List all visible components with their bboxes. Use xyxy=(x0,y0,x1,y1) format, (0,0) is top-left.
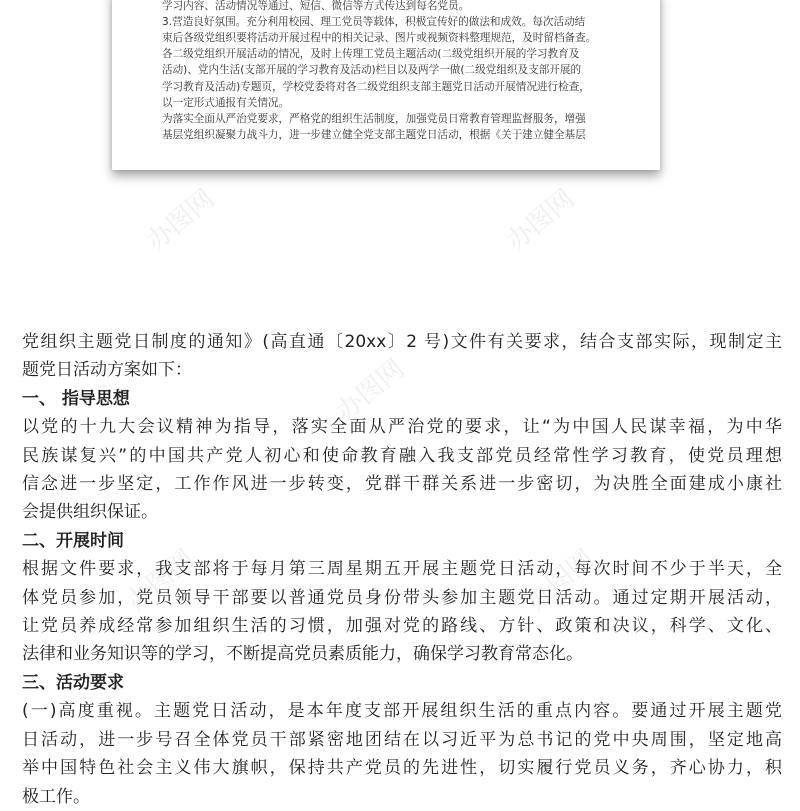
body-line: 极工作。 xyxy=(22,786,90,807)
preview-line: 活动)、党内生活(支部开展的学习教育及活动)栏目以及两学一做(二级党组织及支部开展的 xyxy=(162,64,582,77)
body-line: 根据文件要求，我支部将于每月第三周星期五开展主题党日活动，每次时间不少于半天，全 xyxy=(22,559,782,580)
preview-line: 束后各级党组织要将活动开展过程中的相关记录、图片或视频资料整理规范，及时留档备查。 xyxy=(162,32,597,45)
preview-card-text xyxy=(162,0,632,143)
body-line: 以党的十九大会议精神为指导，落实全面从严治党的要求，让“为中国人民谋幸福，为中华 xyxy=(22,417,782,438)
preview-line: 为落实全面从严治党要求，严格党的组织生活制度，加强党员日常教育管理监督服务，增强 xyxy=(162,112,586,125)
preview-line: 以一定形式通报有关情况。 xyxy=(162,96,290,109)
watermark: 办图网 xyxy=(521,543,601,617)
section-heading: 三、活动要求 xyxy=(22,672,124,693)
body-line: 让党员养成经常参加组织生活的习惯，加强对党的路线、方针、政策和决议，科学、文化、 xyxy=(22,616,782,637)
document-body xyxy=(22,328,782,811)
watermark: 办图网 xyxy=(121,543,201,617)
body-line: 党组织主题党日制度的通知》(高直通〔20xx〕2 号)文件有关要求，结合支部实际，现制定主 xyxy=(22,332,782,352)
watermark: 办图网 xyxy=(331,353,411,427)
body-line: 会提供组织保证。 xyxy=(22,502,158,523)
body-line: (一)高度重视。主题党日活动，是本年度支部开展组织生活的重点内容。要通过开展主题党 xyxy=(22,701,782,722)
body-line: 举中国特色社会主义伟大旗帜，保持共产党员的先进性，切实履行党员义务，齐心协力，积 xyxy=(22,758,782,779)
body-line: 信念进一步坚定，工作作风进一步转变，党群干群关系进一步密切，为决胜全面建成小康社 xyxy=(22,474,782,495)
body-line: 日活动，进一步号召全体党员干部紧密地团结在以习近平为总书记的党中央周围，坚定地高 xyxy=(22,729,782,750)
preview-line: 各二级党组织开展活动的情况，及时上传理工党员主题活动(二级党组织开展的学习教育及 xyxy=(162,48,580,61)
preview-line: 基层党组织凝聚力战斗力，进一步建立健全党支部主题党日活动，根据《关于建立健全基层 xyxy=(162,128,586,141)
document-preview-card xyxy=(112,0,660,170)
preview-line: 3.营造良好氛围。充分利用校园、理工党员等载体，积极宣传好的做法和成效。每次活动结 xyxy=(162,16,586,29)
preview-area xyxy=(0,0,800,300)
section-heading: 一、 指导思想 xyxy=(22,388,130,409)
body-line: 法律和业务知识等的学习，不断提高党员素质能力，确保学习教育常态化。 xyxy=(22,644,583,665)
body-line: 体党员参加，党员领导干部要以普通党员身份带头参加主题党日活动。通过定期开展活动， xyxy=(22,587,782,608)
section-heading: 二、开展时间 xyxy=(22,530,124,551)
body-line: 题党日活动方案如下： xyxy=(22,360,192,381)
preview-line: 学习内容、活动情况等通过、短信、微信等方式传达到每名党员。 xyxy=(162,0,470,13)
preview-line: 学习教育及活动)专题页，学校党委将对各二级党组织支部主题党日活动开展情况进行检查， xyxy=(162,80,590,93)
body-line: 民族谋复兴”的中国共产党人初心和使命教育融入我支部党员经常性学习教育，使党员理想 xyxy=(22,445,782,466)
